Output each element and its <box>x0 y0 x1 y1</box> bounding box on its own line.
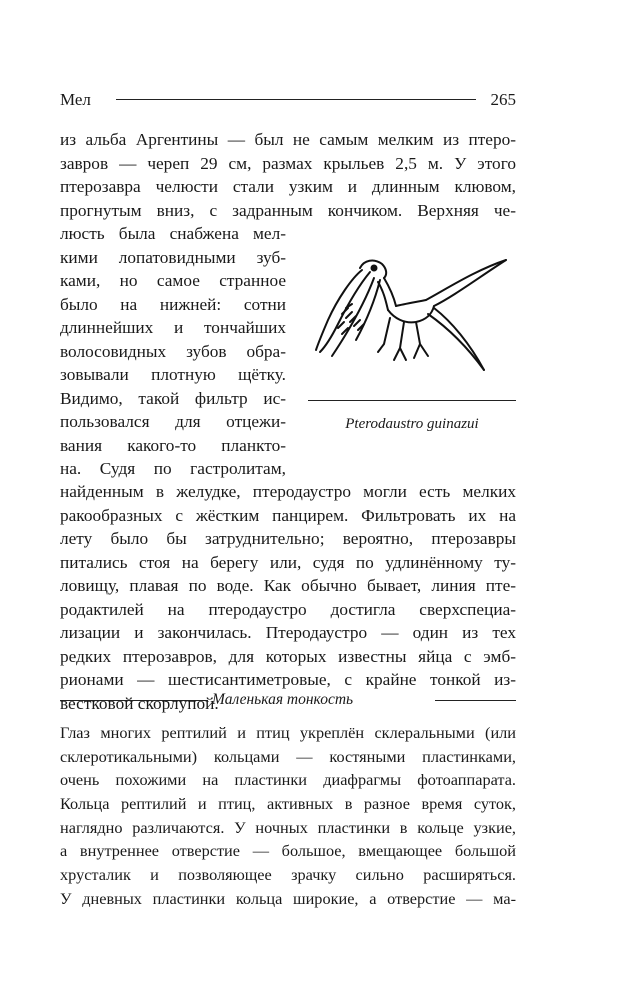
text-line: вания какого-то планкто- <box>60 435 286 455</box>
text-line: зовывали плотную щётку. <box>60 365 286 384</box>
text-line: ками, но самое странное <box>60 271 286 290</box>
running-header <box>60 82 516 116</box>
text-line: ловищу, плавая по воде. Как обычно бывает, линия пте- <box>60 576 516 595</box>
pterodaustro-figure <box>308 248 516 438</box>
pterodaustro-illustration <box>308 248 516 398</box>
heading-rule-right <box>435 700 516 701</box>
text-line: родактилей на птеродаустро достигла сверхспециа- <box>60 599 516 619</box>
text-line: Кольца рептилий и птиц, активных в разное время суток, <box>60 794 516 814</box>
text-line: завров — череп 29 см, размах крыльев 2,5 м. У этого <box>60 153 516 173</box>
sidebar-title: Маленькая тонкость <box>212 691 354 708</box>
text-line: кими лопатовидными зуб- <box>60 247 286 267</box>
text-line: Глаз многих рептилий и птиц укреплён склеральными (или <box>60 723 516 742</box>
sidebar-body <box>60 721 516 911</box>
text-line: птерозавра челюсти стали узким и длинным клювом, <box>60 177 516 196</box>
text-line: пользовался для отцежи- <box>60 412 286 431</box>
text-line: лизации и закончилась. Птеродаустро — один из тех <box>60 623 516 642</box>
sidebar-heading <box>60 688 516 712</box>
header-rule <box>116 99 476 100</box>
text-line: вестковой скорлупой. <box>60 693 219 713</box>
paragraph-top <box>60 128 516 222</box>
page-number: 265 <box>490 90 516 109</box>
section-title: Мел <box>60 90 91 109</box>
caption-rule <box>308 400 516 401</box>
text-line: лету было бы затруднительно; вероятно, птерозавры <box>60 529 516 548</box>
text-line: хрусталик и позволяющее зрачку сильно расширяться. <box>60 865 516 885</box>
text-line: ракообразных с жёстким панцирем. Фильтровать их на <box>60 505 516 525</box>
text-line: на. Судя по гастролитам, <box>60 459 286 478</box>
text-line: У дневных пластинки кольца широкие, а отверстие — ма- <box>60 888 516 908</box>
text-line: а внутреннее отверстие — большое, вмещающее большой <box>60 841 516 861</box>
text-line: прогнутым вниз, с задранным кончиком. Верхняя че- <box>60 200 516 220</box>
text-line: из альба Аргентины — был не самым мелким из птеро- <box>60 130 516 149</box>
heading-rule-left <box>60 700 208 701</box>
text-line: редких птерозавров, для которых известны яйца с эмб- <box>60 646 516 666</box>
figure-caption: Pterodaustro guinazui <box>345 416 479 432</box>
text-line: было на нижней: сотни <box>60 294 286 314</box>
paragraph-bottom <box>60 480 516 715</box>
text-line: Видимо, такой фильтр ис- <box>60 388 286 408</box>
text-line: наглядно различаются. У ночных пластинки в кольце узкие, <box>60 817 516 837</box>
text-line: питались стоя на берегу или, судя по удлинённому ту- <box>60 552 516 572</box>
text-line: люсть была снабжена мел- <box>60 224 286 243</box>
text-line: найденным в желудке, птеродаустро могли есть мелких <box>60 482 516 501</box>
text-line: длиннейших и тончайших <box>60 318 286 337</box>
text-line: рионами — шестисантиметровые, с крайне тонкой из- <box>60 670 516 689</box>
text-line: очень похожими на пластинки диафрагмы фотоаппарата. <box>60 770 516 790</box>
text-line: волосовидных зубов обра- <box>60 341 286 361</box>
text-line: склеротикальными) кольцами — костяными пластинками, <box>60 746 516 766</box>
